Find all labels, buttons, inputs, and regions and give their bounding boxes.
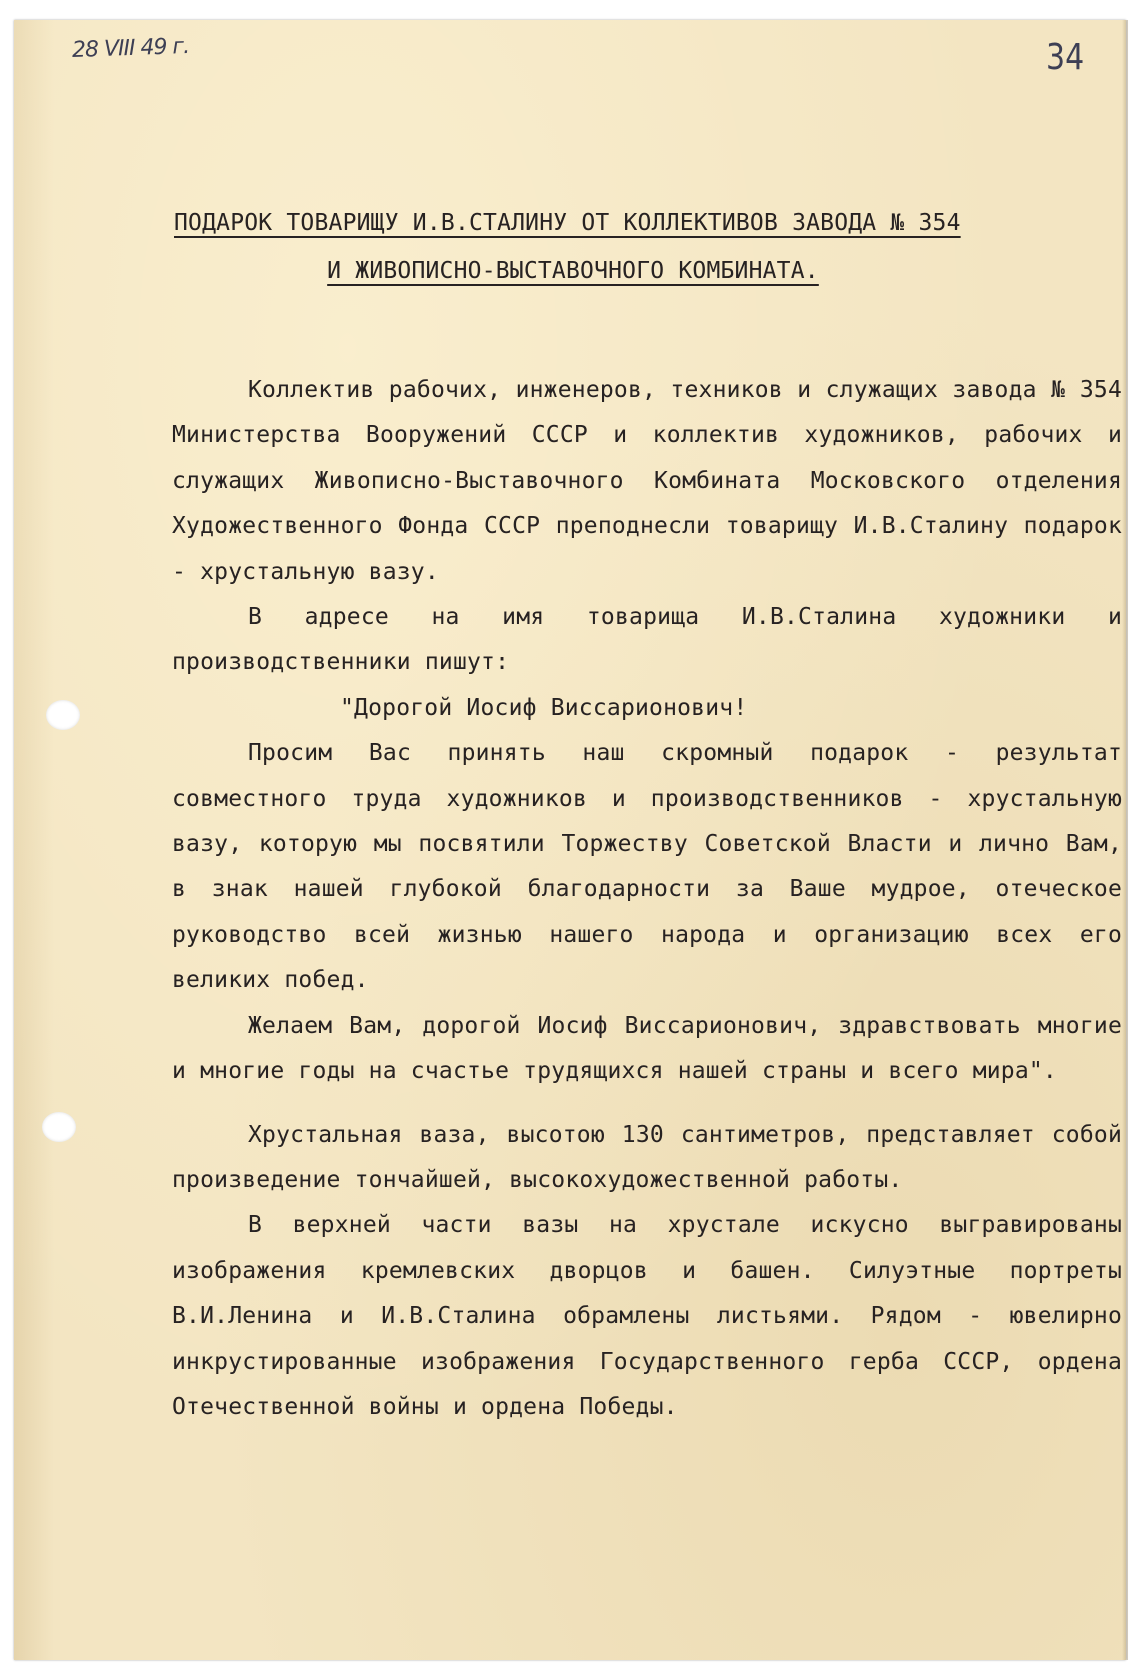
document-body — [172, 368, 1122, 1430]
paragraph-wishes: Желаем Вам, дорогой Иосиф Виссарионович, здравствовать многие и многие годы на счастье трудящихся нашей страны и всего мира". — [172, 1012, 1122, 1085]
document-title-line-1: ПОДАРОК ТОВАРИЩУ И.В.СТАЛИНУ ОТ КОЛЛЕКТИВОВ ЗАВОДА № 354 — [174, 210, 961, 236]
paragraph-vase-description: Хрустальная ваза, высотою 130 сантиметров, представляет собой произведение тончайшей, высокохудожественной работы. — [172, 1121, 1122, 1193]
handwritten-date: 28 VIII 49 г. — [71, 33, 190, 64]
document-title-line-2: И ЖИВОПИСНО-ВЫСТАВОЧНОГО КОМБИНАТА. — [327, 258, 819, 284]
punch-hole-top — [46, 700, 80, 730]
paragraph-vase-details: В верхней части вазы на хрустале искусно выгравированы изображения кремлевских дворцов и башен. Силуэтные портреты В.И.Ленина и И.В.Сталина обрамлены листьями. Рядом - ювелирно инкрустированные изображения Государственного герба СССР, ордена Отечественной войны и ордена Победы. — [172, 1212, 1122, 1420]
punch-hole-bottom — [42, 1112, 76, 1142]
paragraph-request: Просим Вас принять наш скромный подарок - результат совместного труда художников и производственников - хрустальную вазу, которую мы посвятили Торжеству Советской Власти и лично Вам, в знак нашей глубокой благодарности за Ваше мудрое, отеческое руководство всей жизнью нашего народа и организацию всех его великих побед. — [172, 740, 1122, 994]
page-number: 34 — [1046, 36, 1085, 79]
paragraph-address: В адресе на имя товарища И.В.Сталина художники и производственники пишут: — [172, 604, 1122, 676]
salutation: "Дорогой Иосиф Виссарионович! — [340, 694, 748, 721]
paragraph-intro: Коллектив рабочих, инженеров, техников и служащих завода № 354 Министерства Вооружений СССР и коллектив художников, рабочих и служащих Живописно-Выставочного Комбината Московского отделения Художественного Фонда СССР преподнесли товарищу И.В.Сталину подарок - хрустальную вазу. — [172, 377, 1122, 585]
